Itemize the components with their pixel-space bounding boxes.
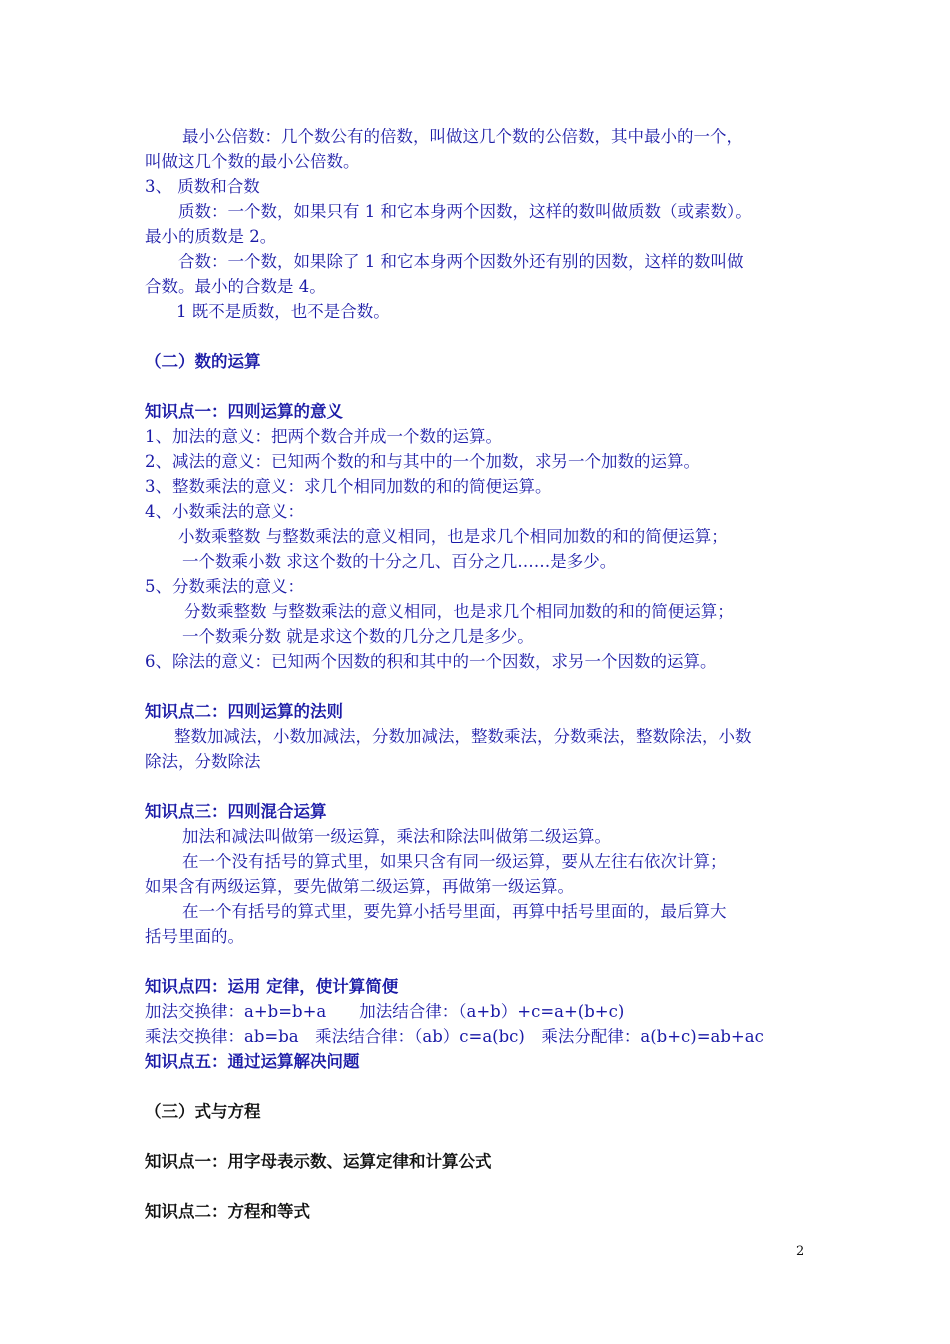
text-line: 如果含有两级运算，要先做第二级运算，再做第一级运算。 (145, 877, 574, 896)
text-line: 合数。最小的合数是 4。 (145, 277, 326, 296)
knowledge-heading: 知识点三：四则混合运算 (145, 802, 327, 821)
text-line: 1、加法的意义：把两个数合并成一个数的运算。 (145, 427, 502, 446)
text-line: 在一个没有括号的算式里，如果只含有同一级运算，要从左往右依次计算； (182, 852, 727, 871)
formula-line: 乘法交换律：ab=ba 乘法结合律：（ab）c=a(bc) 乘法分配律：a(b+c)=ab+ac (145, 1027, 764, 1046)
page-number: 2 (796, 1244, 805, 1259)
text-line: 小数乘整数 与整数乘法的意义相同，也是求几个相同加数的和的简便运算； (178, 527, 728, 546)
text-line: 整数加减法，小数加减法，分数加减法，整数乘法，分数乘法，整数除法，小数 (174, 727, 752, 746)
knowledge-heading: 知识点四：运用 定律，使计算简便 (145, 977, 399, 996)
text-line: 最小的质数是 2。 (145, 227, 277, 246)
text-line: 4、小数乘法的意义： (145, 502, 304, 521)
formula-line: 加法交换律：a+b=b+a 加法结合律：（a+b）+c=a+(b+c) (145, 1002, 625, 1021)
knowledge-heading: 知识点一：用字母表示数、运算定律和计算公式 (145, 1152, 492, 1171)
text-line: 最小公倍数：几个数公有的倍数，叫做这几个数的公倍数，其中最小的一个， (182, 127, 743, 146)
knowledge-heading: 知识点二：四则运算的法则 (145, 702, 343, 721)
section-heading: （三）式与方程 (145, 1102, 261, 1121)
text-line: 括号里面的。 (145, 927, 244, 946)
text-line: 5、分数乘法的意义： (145, 577, 304, 596)
section-heading: （二）数的运算 (145, 352, 261, 371)
text-line: 3、整数乘法的意义：求几个相同加数的和的简便运算。 (145, 477, 552, 496)
knowledge-heading: 知识点一：四则运算的意义 (145, 402, 343, 421)
text-line: 合数：一个数，如果除了 1 和它本身两个因数外还有别的因数，这样的数叫做 (178, 252, 744, 271)
text-line: 一个数乘分数 就是求这个数的几分之几是多少。 (182, 627, 534, 646)
text-line: 加法和减法叫做第一级运算，乘法和除法叫做第二级运算。 (182, 827, 611, 846)
text-line: 一个数乘小数 求这个数的十分之几、百分之几……是多少。 (182, 552, 617, 571)
text-line: 除法，分数除法 (145, 752, 261, 771)
section-heading: 3、 质数和合数 (145, 177, 260, 196)
text-line: 1 既不是质数，也不是合数。 (176, 302, 390, 321)
text-line: 在一个有括号的算式里，要先算小括号里面，再算中括号里面的，最后算大 (182, 902, 727, 921)
text-line: 叫做这几个数的最小公倍数。 (145, 152, 360, 171)
text-line: 6、除法的意义：已知两个因数的积和其中的一个因数，求另一个因数的运算。 (145, 652, 717, 671)
text-line: 质数：一个数，如果只有 1 和它本身两个因数，这样的数叫做质数（或素数）。 (178, 202, 752, 221)
text-line: 分数乘整数 与整数乘法的意义相同，也是求几个相同加数的和的简便运算； (184, 602, 734, 621)
knowledge-heading: 知识点二：方程和等式 (145, 1202, 310, 1221)
knowledge-heading: 知识点五：通过运算解决问题 (145, 1052, 360, 1071)
text-line: 2、减法的意义：已知两个数的和与其中的一个加数，求另一个加数的运算。 (145, 452, 700, 471)
